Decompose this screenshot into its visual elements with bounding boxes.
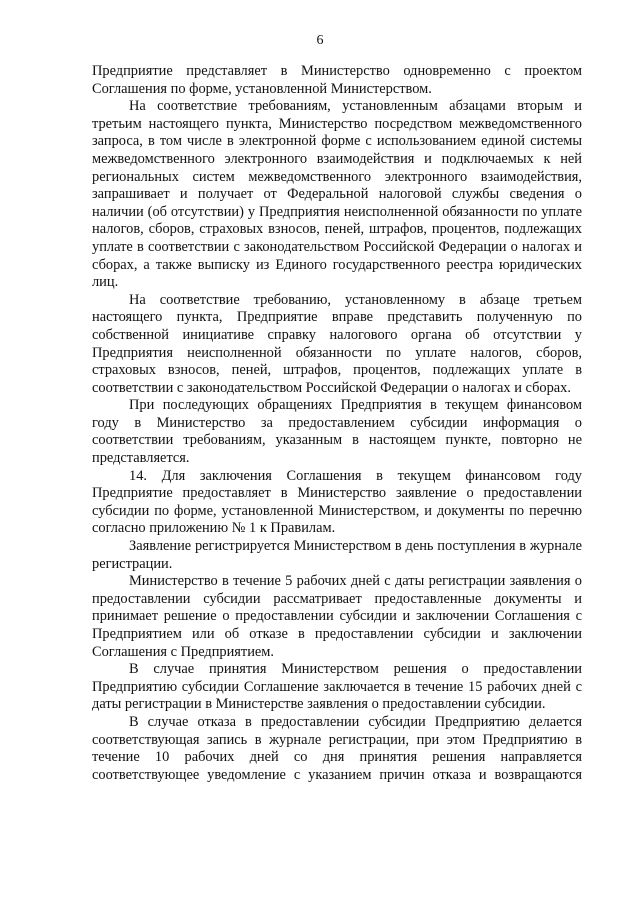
page-number: 6: [316, 33, 324, 48]
document-body: [92, 63, 582, 784]
paragraph-8: В случае принятия Министерством решения о предоставлении Предприятию субсидии Соглашение заключается в течение 15 рабочих дней с даты регистрации в Министерстве заявления о предоставлении субсидии.: [92, 661, 582, 713]
paragraph-9: В случае отказа в предоставлении субсидии Предприятию делается соответствующая запись в журнале регистрации, при этом Предприятию в течение 10 рабочих дней со дня принятия решения направляется соответствующее уведомление с указанием причин отказа и возвращаются: [92, 713, 582, 783]
paragraph-1: Предприятие представляет в Министерство одновременно с проектом Соглашения по форме, установленной Министерством.: [92, 63, 582, 97]
paragraph-3: На соответствие требованию, установленному в абзаце третьем настоящего пункта, Предприятие вправе представить полученную по собственной инициативе справку налогового органа об отсутствии у Предприятия неисполненной обязанности по уплате налогов, сборов, страховых взносов, пеней, штрафов, процентов, подлежащих уплате в соответствии с законодательством Российской Федерации о налогах и сборах.: [92, 291, 582, 396]
paragraph-6: Заявление регистрируется Министерством в день поступления в журнале регистрации.: [92, 538, 582, 572]
paragraph-7: Министерство в течение 5 рабочих дней с даты регистрации заявления о предоставлении субсидии рассматривает предоставленные документы и принимает решение о предоставлении субсидии и заключении Соглашения с Предприятием или об отказе в предоставлении субсидии и заключении Соглашения с Предприятием.: [92, 573, 582, 660]
paragraph-5: 14. Для заключения Соглашения в текущем финансовом году Предприятие предоставляет в Министерство заявление о предоставлении субсидии по форме, установленной Министерством, и документы по перечню согласно приложению № 1 к Правилам.: [92, 467, 582, 537]
paragraph-2: На соответствие требованиям, установленным абзацами вторым и третьим настоящего пункта, Министерство посредством межведомственного запроса, в том числе в электронной форме с использованием единой системы межведомственного электронного взаимодействия и подключаемых к ней региональных систем межведомственного электронного взаимодействия, запрашивает и получает от Федеральной налоговой службы сведения о наличии (об отсутствии) у Предприятия неисполненной обязанности по уплате налогов, сборов, страховых взносов, пеней, штрафов, процентов, подлежащих уплате в соответствии с законодательством Российской Федерации о налогах и сборах, а также выписку из Единого государственного реестра юридических лиц.: [92, 98, 582, 291]
paragraph-4: При последующих обращениях Предприятия в текущем финансовом году в Министерство за предоставлением субсидии информация о соответствии требованиям, указанным в настоящем пункте, повторно не представляется.: [92, 397, 582, 467]
